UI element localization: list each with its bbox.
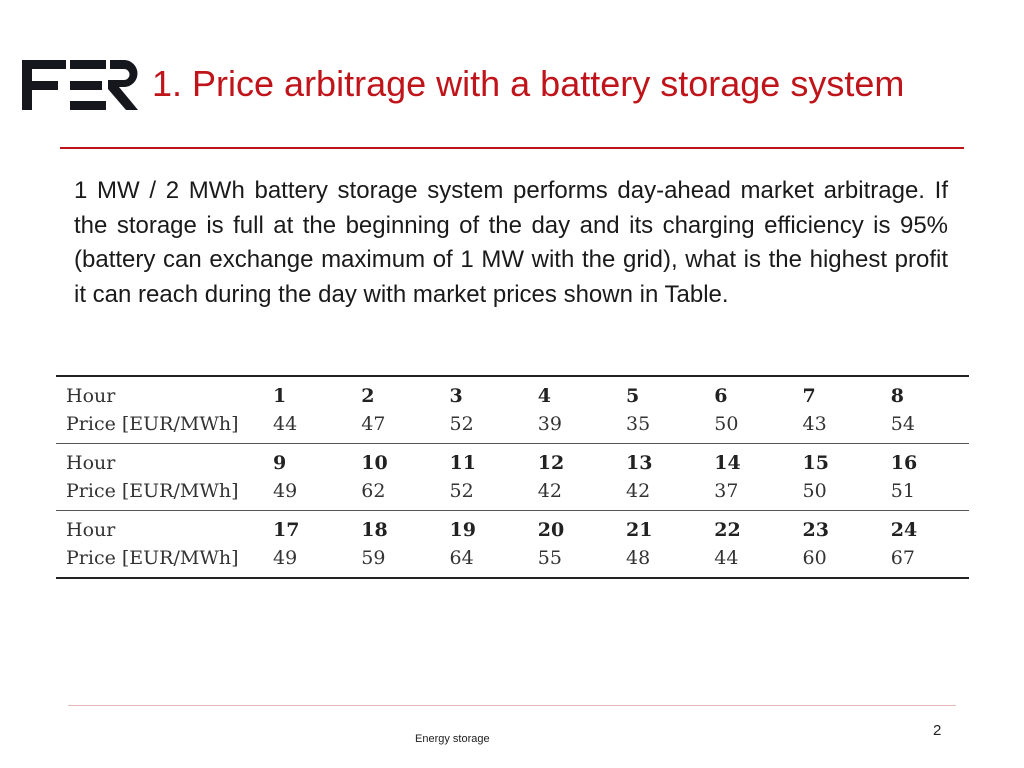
hour-cell: 16 <box>890 452 918 474</box>
hour-cell: 22 <box>714 519 741 541</box>
fer-logo <box>22 60 140 110</box>
price-cell: 54 <box>890 413 915 435</box>
price-label: Price [EUR/MWh] <box>66 413 239 435</box>
hour-cell: 15 <box>802 452 829 474</box>
title-divider <box>60 147 964 149</box>
slide-title: 1. Price arbitrage with a battery storage system <box>152 63 905 104</box>
hour-cell: 20 <box>537 519 565 541</box>
price-table <box>56 375 969 579</box>
hour-cell: 5 <box>626 385 640 407</box>
price-cell: 42 <box>626 480 651 502</box>
hour-cell: 2 <box>361 385 375 407</box>
price-cell: 49 <box>273 480 298 502</box>
table-row-hours <box>56 376 969 410</box>
price-cell: 67 <box>890 547 915 569</box>
price-cell: 42 <box>537 480 562 502</box>
hour-cell: 19 <box>449 519 476 541</box>
price-label: Price [EUR/MWh] <box>66 480 239 502</box>
hour-cell: 24 <box>890 519 918 541</box>
price-cell: 35 <box>626 413 651 435</box>
table-group-1 <box>56 376 969 444</box>
hour-cell: 6 <box>714 385 728 407</box>
price-cell: 44 <box>273 413 298 435</box>
table-row-prices <box>56 544 969 578</box>
price-cell: 37 <box>714 480 739 502</box>
price-cell: 48 <box>626 547 651 569</box>
hour-cell: 4 <box>537 385 551 407</box>
price-label: Price [EUR/MWh] <box>66 547 239 569</box>
hour-label: Hour <box>66 385 116 407</box>
table-row-hours <box>56 444 969 478</box>
problem-statement: 1 MW / 2 MWh battery storage system performs day-ahead market arbitrage. If the storage is full at the beginning of the day and its charging efficiency is 95% (battery can exchange maximum of 1 MW with the grid), what is the highest profit it can reach during the day with market prices shown in Table. <box>74 177 948 308</box>
price-cell: 62 <box>361 480 386 502</box>
hour-cell: 18 <box>361 519 388 541</box>
price-cell: 43 <box>802 413 827 435</box>
hour-cell: 3 <box>449 385 463 407</box>
price-cell: 64 <box>449 547 474 569</box>
price-cell: 51 <box>890 480 915 502</box>
price-cell: 44 <box>714 547 739 569</box>
hour-cell: 10 <box>361 452 388 474</box>
page-number: 2 <box>933 722 942 739</box>
price-cell: 60 <box>802 547 827 569</box>
price-cell: 47 <box>361 413 386 435</box>
hour-cell: 17 <box>273 519 300 541</box>
hour-cell: 9 <box>273 452 287 474</box>
hour-cell: 13 <box>626 452 653 474</box>
price-cell: 52 <box>449 480 474 502</box>
price-cell: 55 <box>537 547 562 569</box>
hour-cell: 14 <box>714 452 741 474</box>
price-cell: 52 <box>449 413 474 435</box>
table-row-prices <box>56 477 969 511</box>
table-row-hours <box>56 511 969 545</box>
table-row-prices <box>56 410 969 444</box>
price-cell: 39 <box>537 413 562 435</box>
hour-label: Hour <box>66 519 116 541</box>
hour-cell: 23 <box>802 519 829 541</box>
hour-cell: 7 <box>802 385 816 407</box>
price-cell: 50 <box>802 480 827 502</box>
footer-label: Energy storage <box>415 733 490 745</box>
hour-cell: 12 <box>537 452 565 474</box>
price-cell: 49 <box>273 547 298 569</box>
hour-cell: 21 <box>626 519 653 541</box>
hour-cell: 11 <box>449 452 476 474</box>
table-group-3 <box>56 511 969 579</box>
hour-cell: 1 <box>273 385 287 407</box>
footer-divider <box>68 705 956 706</box>
hour-label: Hour <box>66 452 116 474</box>
price-cell: 59 <box>361 547 386 569</box>
price-cell: 50 <box>714 413 739 435</box>
hour-cell: 8 <box>890 385 904 407</box>
table-group-2 <box>56 444 969 511</box>
